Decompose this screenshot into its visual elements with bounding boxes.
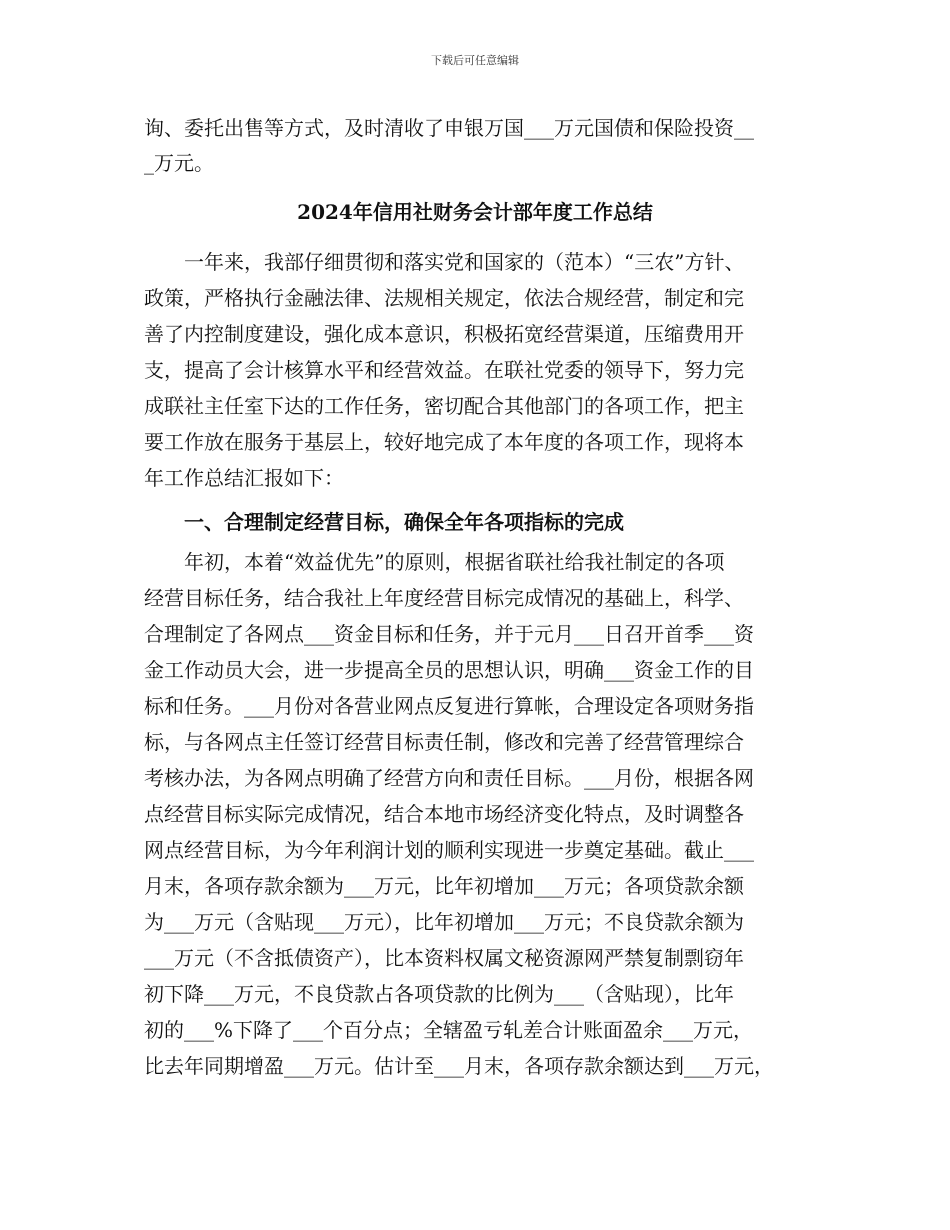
- text-line: 初的___%下降了___个百分点；全辖盈亏轧差合计账面盈余___万元，: [144, 1018, 754, 1042]
- section-heading: 一、合理制定经营目标，确保全年各项指标的完成: [144, 510, 624, 534]
- text-line: _万元。: [144, 151, 214, 175]
- text-line: 善了内控制度建设，强化成本意识，积极拓宽经营渠道，压缩费用开: [144, 322, 744, 346]
- text-line: 要工作放在服务于基层上，较好地完成了本年度的各项工作，现将本: [144, 430, 744, 454]
- text-line: 询、委托出售等方式，及时清收了申银万国___万元国债和保险投资__: [144, 116, 754, 140]
- text-line: 一年来，我部仔细贯彻和落实党和国家的（范本）“三农”方针、: [144, 250, 745, 274]
- text-line: 月末，各项存款余额为___万元，比年初增加___万元；各项贷款余额: [144, 874, 744, 898]
- text-line: 合理制定了各网点___资金目标和任务，并于元月___日召开首季___资: [144, 622, 754, 646]
- text-line: 年初，本着“效益优先”的原则，根据省联社给我社制定的各项: [144, 550, 725, 574]
- text-line: 网点经营目标，为今年利润计划的顺利实现进一步奠定基础。截止___: [144, 838, 754, 862]
- text-line: 为___万元（含贴现___万元），比年初增加___万元；不良贷款余额为: [144, 910, 744, 934]
- text-line: 经营目标任务，结合我社上年度经营目标完成情况的基础上，科学、: [144, 586, 744, 610]
- document-title: 2024年信用社财务会计部年度工作总结: [297, 200, 653, 224]
- text-line: 支，提高了会计核算水平和经营效益。在联社党委的领导下，努力完: [144, 358, 744, 382]
- text-line: 政策，严格执行金融法律、法规相关规定，依法合规经营，制定和完: [144, 286, 744, 310]
- page-header: 下载后可任意编辑: [431, 54, 519, 67]
- text-line: 点经营目标实际完成情况，结合本地市场经济变化特点，及时调整各: [144, 802, 744, 826]
- text-line: 比去年同期增盈___万元。估计至___月末，各项存款余额达到___万元，: [144, 1054, 774, 1078]
- text-line: 初下降___万元，不良贷款占各项贷款的比例为___（含贴现），比年: [144, 982, 734, 1006]
- text-line: 年工作总结汇报如下：: [144, 466, 344, 490]
- text-line: 考核办法，为各网点明确了经营方向和责任目标。___月份，根据各网: [144, 766, 754, 790]
- text-line: 成联社主任室下达的工作任务，密切配合其他部门的各项工作，把主: [144, 394, 744, 418]
- text-line: ___万元（不含抵债资产），比本资料权属文秘资源网严禁复制剽窃年: [144, 946, 744, 970]
- text-line: 标，与各网点主任签订经营目标责任制，修改和完善了经营管理综合: [144, 730, 744, 754]
- text-line: 金工作动员大会，进一步提高全员的思想认识，明确___资金工作的目: [144, 658, 754, 682]
- text-line: 标和任务。___月份对各营业网点反复进行算帐，合理设定各项财务指: [144, 694, 754, 718]
